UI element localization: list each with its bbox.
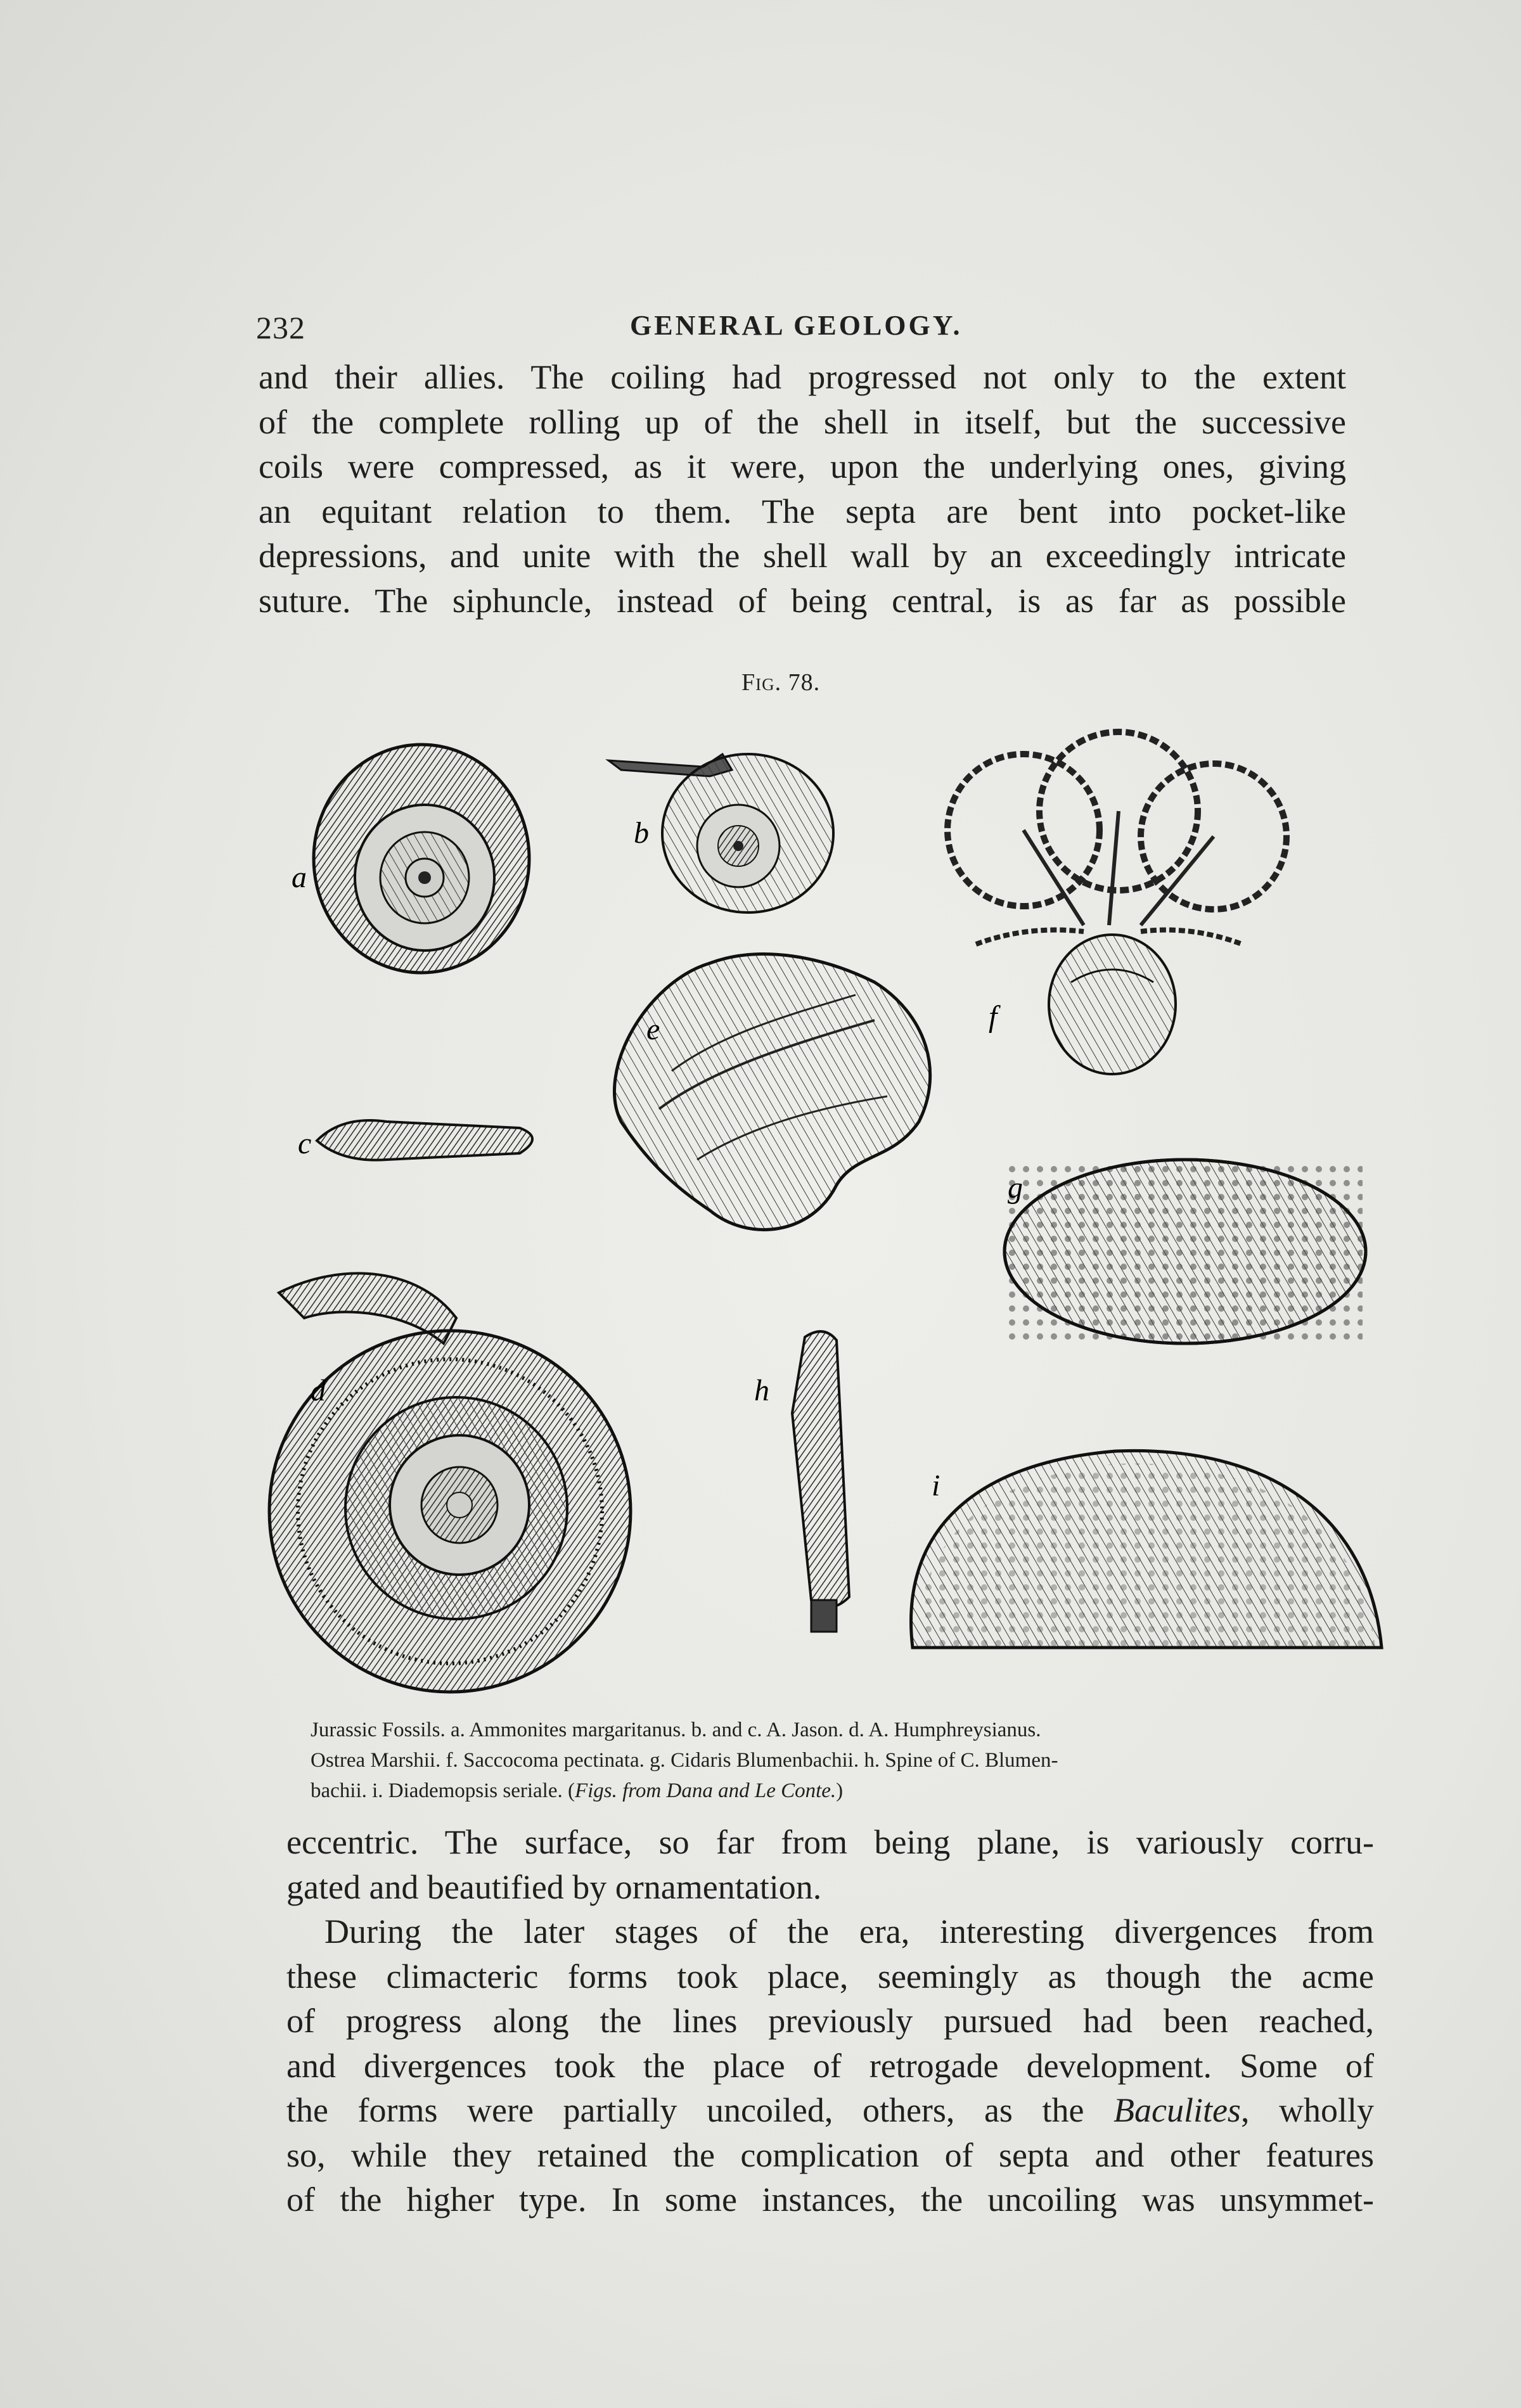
label-a: a [292, 861, 307, 894]
text-line: of progress along the lines previously pursued had been reached, [286, 2002, 1374, 2040]
text-line: so, while they retained the complication of septa and other features [286, 2136, 1374, 2174]
text-line [286, 2088, 1374, 2133]
text-line: of the higher type. In some instances, the uncoiling was unsymmet- [286, 2181, 1374, 2219]
fossil-i-diademopsis [911, 1451, 1382, 1648]
text-line: of the complete rolling up of the shell in itself, but the successive [259, 402, 1346, 441]
text-span: , wholly [1240, 2091, 1374, 2129]
paragraph-bottom [286, 1820, 1374, 2222]
caption-line: Jurassic Fossils. a. Ammonites margaritanus. b. and c. A. Jason. d. A. Humphreysianus. [311, 1719, 1041, 1741]
fossil-a-ammonite [314, 745, 529, 973]
genus-name: Baculites [1113, 2091, 1241, 2129]
text-line: gated and beautified by ornamentation. [286, 1867, 822, 1906]
label-f: f [989, 1000, 998, 1034]
text-span: the forms were partially uncoiled, others, as the [286, 2091, 1113, 2129]
figure-label: Fig. 78. [741, 669, 821, 696]
caption-line: Ostrea Marshii. f. Saccocoma pectinata. g. Cidaris Blumenbachii. h. Spine of C. Blumen- [311, 1749, 1058, 1772]
figure-caption [311, 1715, 1382, 1806]
fossil-figure [266, 716, 1394, 1705]
label-g: g [1008, 1171, 1023, 1205]
fossil-illustration [266, 716, 1394, 1705]
caption-line [311, 1776, 1382, 1806]
text-line: and their allies. The coiling had progressed not only to the extent [259, 358, 1346, 396]
fossil-h-spine [792, 1331, 849, 1632]
fossil-e-ostrea [614, 954, 930, 1230]
label-d: d [311, 1374, 326, 1407]
label-b: b [634, 816, 649, 850]
fossil-c-jason [317, 1120, 532, 1160]
label-h: h [754, 1374, 769, 1407]
running-head: GENERAL GEOLOGY. [630, 310, 963, 341]
fossil-f-saccocoma [947, 732, 1287, 1074]
text-line: suture. The siphuncle, instead of being central, is as far as possible [259, 581, 1346, 620]
text-line: an equitant relation to them. The septa are bent into pocket-like [259, 492, 1346, 530]
caption-credit: Figs. from Dana and Le Conte. [574, 1779, 837, 1802]
text-line: During the later stages of the era, interesting divergences from [324, 1912, 1374, 1950]
label-c: c [298, 1127, 312, 1160]
caption-text: ) [836, 1779, 844, 1802]
fossil-g-cidaris [1004, 1160, 1366, 1343]
text-line: these climacteric forms took place, seemingly as though the acme [286, 1957, 1374, 1995]
label-e: e [646, 1013, 660, 1046]
text-line: and divergences took the place of retrogade development. Some of [286, 2046, 1374, 2085]
text-line: eccentric. The surface, so far from being plane, is variously corru- [286, 1823, 1374, 1861]
paragraph-top [259, 355, 1346, 623]
fossil-d-humphreysianus [269, 1273, 631, 1692]
text-line: coils were compressed, as it were, upon the underlying ones, giving [259, 447, 1346, 485]
page-header [256, 309, 1346, 347]
caption-text: bachii. i. Diademopsis seriale. ( [311, 1779, 575, 1802]
page-number: 232 [256, 310, 305, 345]
text-line: depressions, and unite with the shell wall by an exceedingly intricate [259, 537, 1346, 575]
label-i: i [932, 1469, 940, 1502]
